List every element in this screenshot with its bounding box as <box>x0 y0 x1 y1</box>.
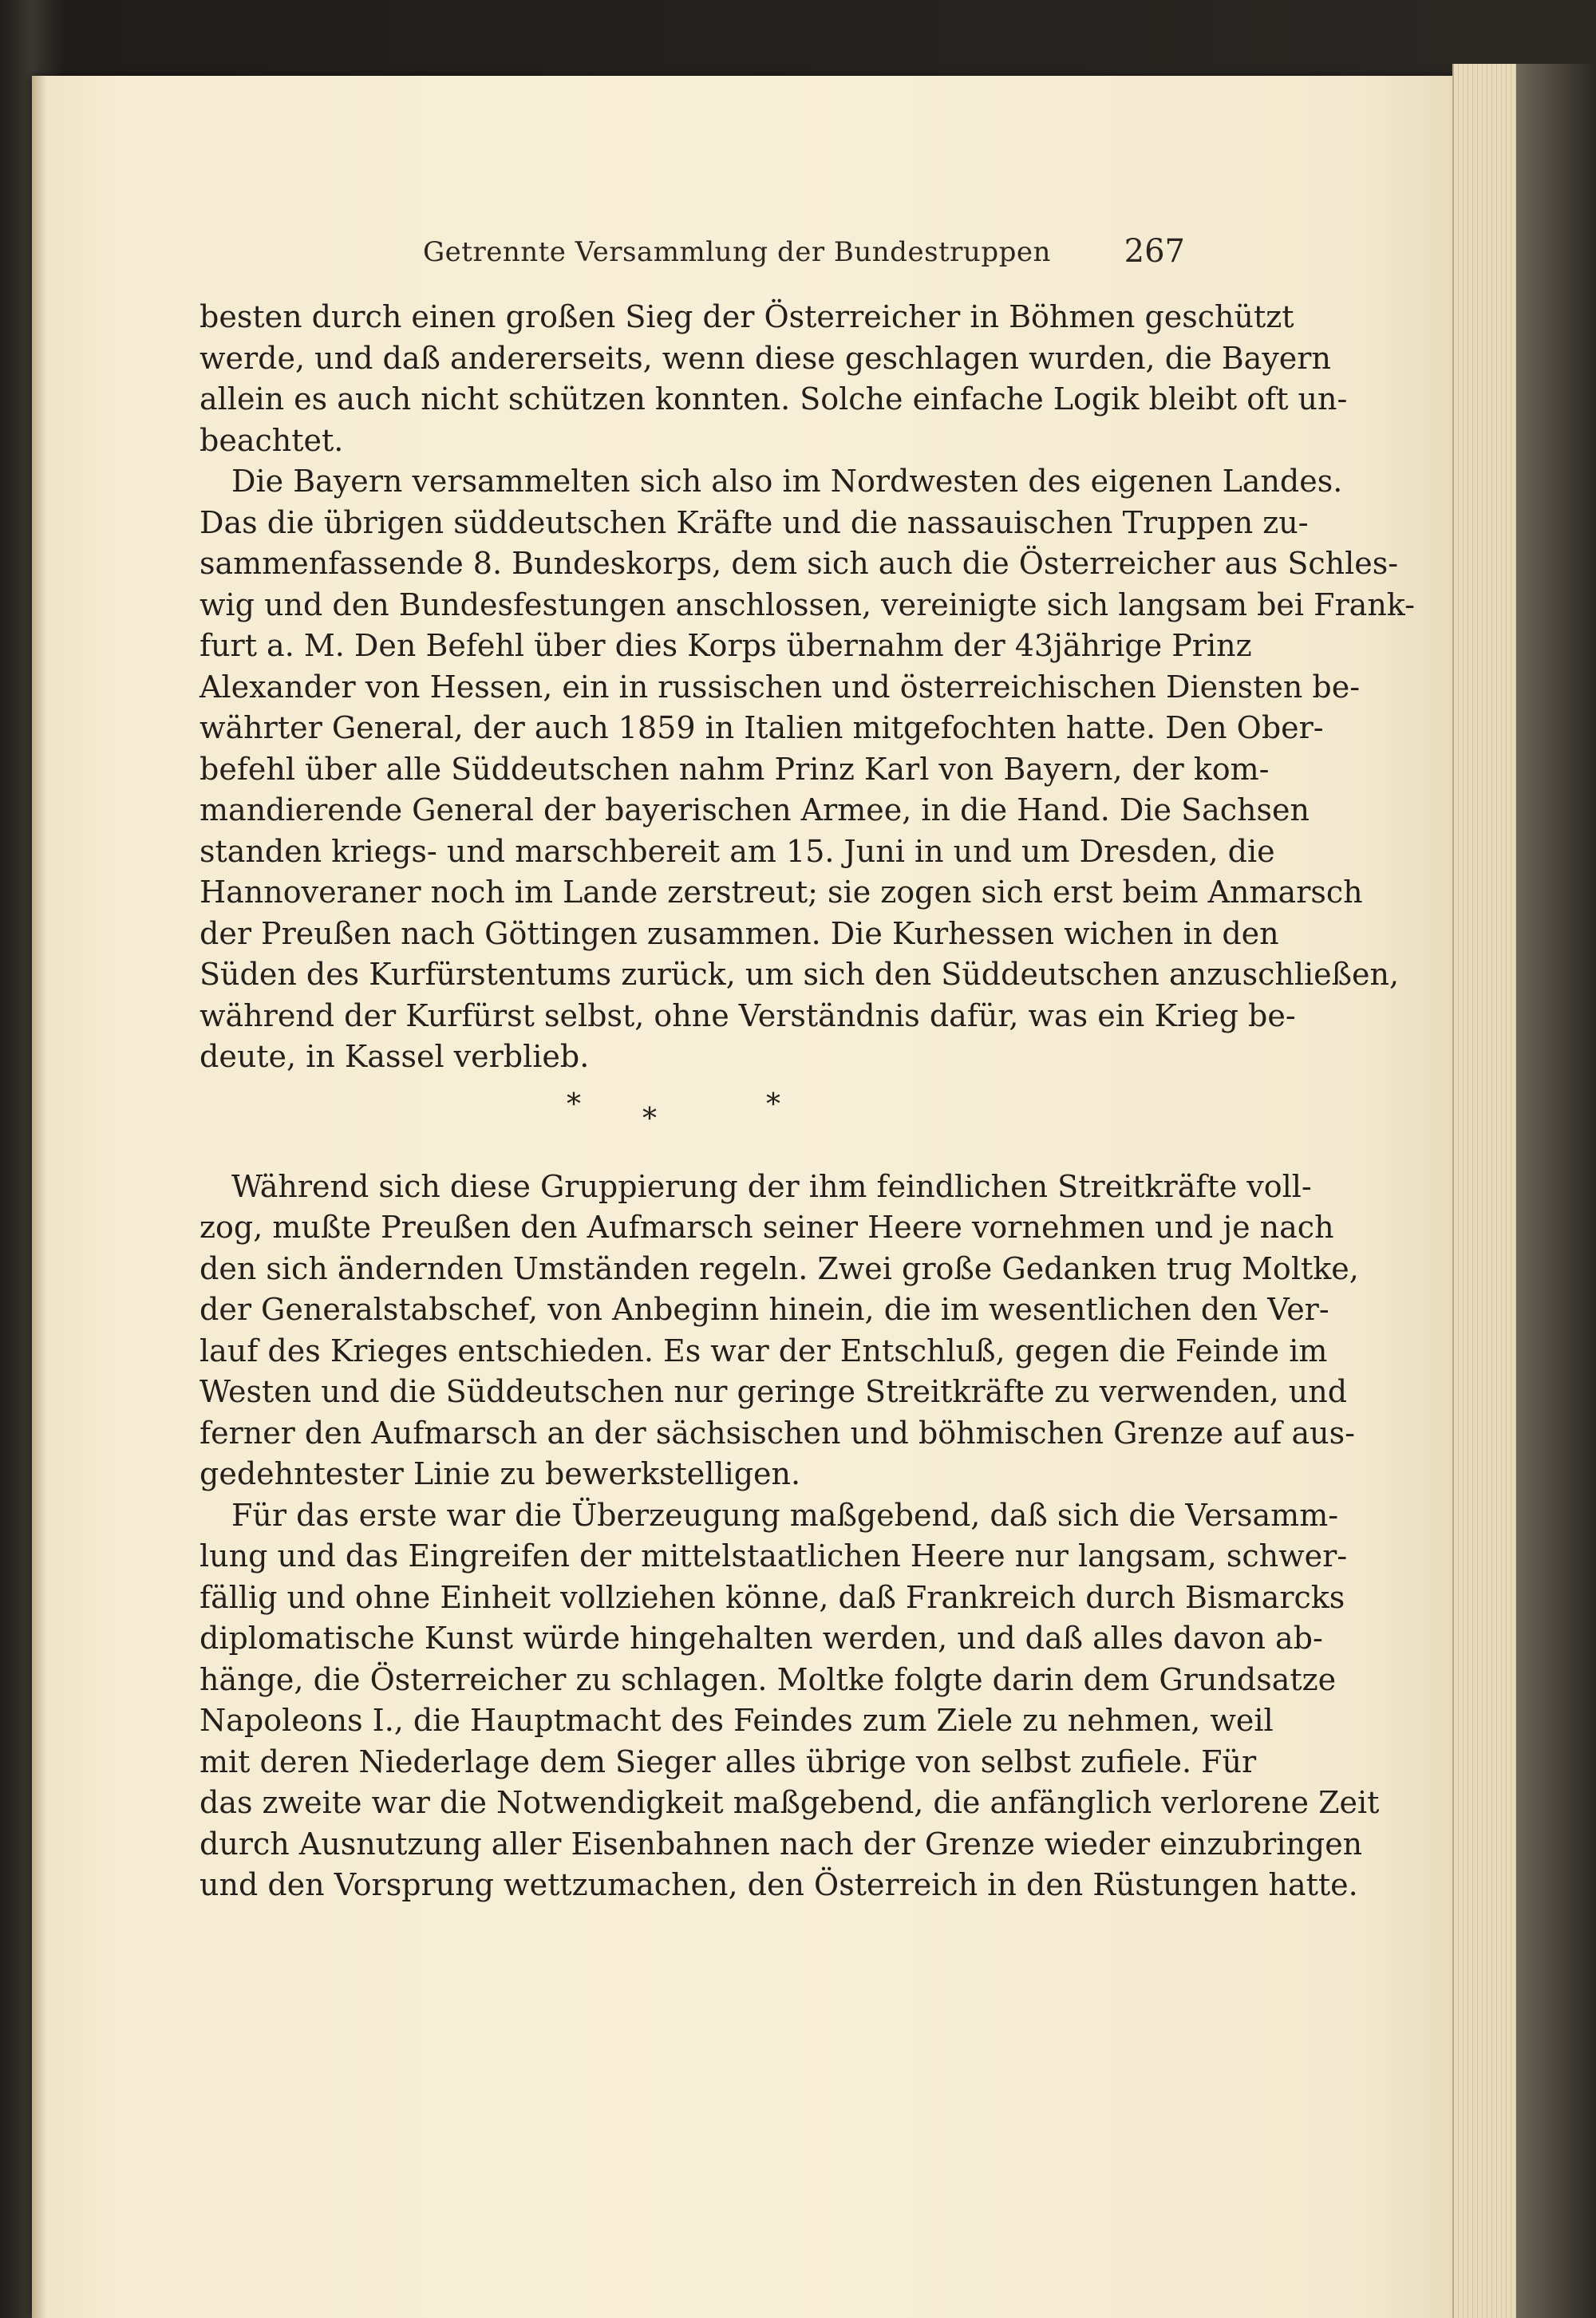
page-header <box>200 233 1185 276</box>
page-number: 267 <box>1124 233 1185 270</box>
paragraph <box>200 1167 1359 1495</box>
text-line: wig und den Bundesfestungen anschlossen, vereinigte sich langsam bei Frank- <box>200 586 1415 622</box>
text-line: lauf des Krieges entschieden. Es war der Entschluß, gegen die Feinde im <box>200 1333 1328 1368</box>
text-line: durch Ausnutzung aller Eisenbahnen nach der Grenze wieder einzubringen <box>200 1826 1363 1862</box>
text-line: während der Kurfürst selbst, ohne Verständnis dafür, was ein Krieg be- <box>200 997 1296 1033</box>
text-line: Napoleons I., die Hauptmacht des Feindes zum Ziele zu nehmen, weil <box>200 1703 1274 1738</box>
text-line: mit deren Niederlage dem Sieger alles übrige von selbst zufiele. Für <box>200 1743 1257 1779</box>
text-line: befehl über alle Süddeutschen nahm Prinz Karl von Bayern, der kom- <box>200 751 1270 787</box>
text-line: lung und das Eingreifen der mittelstaatlichen Heere nur langsam, schwer- <box>200 1538 1348 1574</box>
text-line: mandierende General der bayerischen Armee, in die Hand. Die Sachsen <box>200 792 1310 827</box>
text-line: allein es auch nicht schützen konnten. Solche einfache Logik bleibt oft un- <box>200 381 1348 417</box>
text-line: den sich ändernden Umständen regeln. Zwei große Gedanken trug Moltke, <box>200 1250 1359 1286</box>
text-line: Die Bayern versammelten sich also im Nordwesten des eigenen Landes. <box>231 464 1343 499</box>
paragraph <box>200 1495 1380 1906</box>
page-edges <box>1452 64 1518 2318</box>
separator-star: * <box>766 1088 780 1121</box>
text-line: das zweite war die Notwendigkeit maßgebend, die anfänglich verlorene Zeit <box>200 1785 1380 1820</box>
text-line: zog, mußte Preußen den Aufmarsch seiner Heere vornehmen und je nach <box>200 1210 1334 1245</box>
paragraph <box>200 297 1348 461</box>
text-line: der Generalstabschef, von Anbeginn hinein, die im wesentlichen den Ver- <box>200 1292 1329 1327</box>
text-line: währter General, der auch 1859 in Italien mitgefochten hatte. Den Ober- <box>200 710 1324 745</box>
text-line: beachtet. <box>200 422 344 458</box>
text-line: diplomatische Kunst würde hingehalten werden, und daß alles davon ab- <box>200 1621 1323 1656</box>
text-line: standen kriegs- und marschbereit am 15. Juni in und um Dresden, die <box>200 833 1275 869</box>
text-line: Westen und die Süddeutschen nur geringe Streitkräfte zu verwenden, und <box>200 1374 1348 1409</box>
text-line: Für das erste war die Überzeugung maßgebend, daß sich die Versamm- <box>231 1497 1339 1533</box>
text-line: ferner den Aufmarsch an der sächsischen und böhmischen Grenze auf aus- <box>200 1415 1355 1451</box>
text-line: fällig und ohne Einheit vollziehen könne, daß Frankreich durch Bismarcks <box>200 1579 1345 1615</box>
text-line: werde, und daß andererseits, wenn diese geschlagen wurden, die Bayern <box>200 340 1331 376</box>
text-line: Hannoveraner noch im Lande zerstreut; sie zogen sich erst beim Anmarsch <box>200 875 1363 910</box>
running-head: Getrennte Versammlung der Bundestruppen <box>423 236 1051 268</box>
text-line: Alexander von Hessen, ein in russischen und österreichischen Diensten be- <box>200 669 1361 705</box>
text-line: deute, in Kassel verblieb. <box>200 1039 590 1074</box>
separator-star: * <box>567 1088 581 1121</box>
text-line: sammenfassende 8. Bundeskorps, dem sich auch die Österreicher aus Schles- <box>200 546 1399 581</box>
text-line: gedehntester Linie zu bewerkstelligen. <box>200 1456 801 1491</box>
text-line: der Preußen nach Göttingen zusammen. Die Kurhessen wichen in den <box>200 915 1279 951</box>
separator-star: * <box>642 1102 657 1135</box>
text-line: Süden des Kurfürstentums zurück, um sich den Süddeutschen anzuschließen, <box>200 957 1400 992</box>
book-edge-shadow <box>1516 64 1596 2318</box>
text-line: furt a. M. Den Befehl über dies Korps übernahm der 43jährige Prinz <box>200 628 1252 663</box>
text-line: Das die übrigen süddeutschen Kräfte und die nassauischen Truppen zu- <box>200 504 1309 540</box>
text-line: besten durch einen großen Sieg der Österreicher in Böhmen geschützt <box>200 299 1294 334</box>
body-text <box>200 297 1415 1906</box>
text-line: hänge, die Österreicher zu schlagen. Moltke folgte darin dem Grundsatze <box>200 1661 1337 1697</box>
paragraph <box>200 461 1415 1078</box>
text-line: und den Vorsprung wettzumachen, den Österreich in den Rüstungen hatte. <box>200 1867 1358 1902</box>
section-separator <box>200 1078 1189 1167</box>
page-gutter <box>32 76 46 2318</box>
text-line: Während sich diese Gruppierung der ihm feindlichen Streitkräfte voll- <box>231 1168 1312 1204</box>
